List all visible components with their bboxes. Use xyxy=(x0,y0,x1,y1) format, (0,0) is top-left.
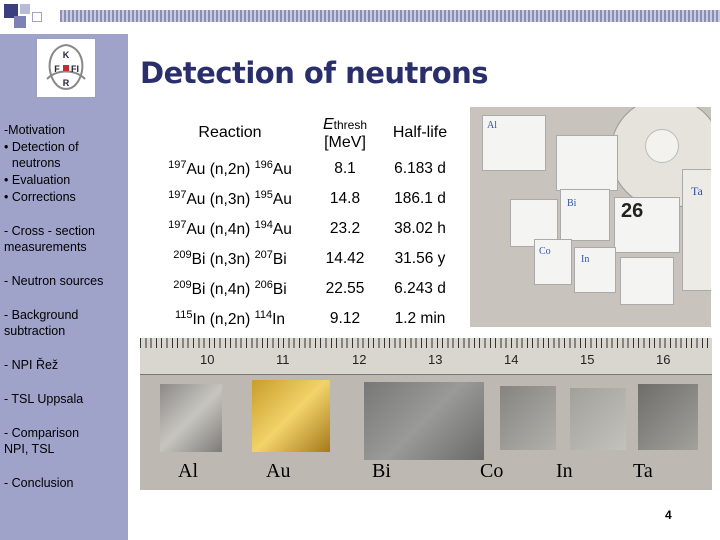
table-row xyxy=(148,214,462,244)
foil-tag-in: In xyxy=(574,247,616,293)
ruler-mark: 12 xyxy=(352,352,367,367)
bullet-icon: • xyxy=(4,190,9,204)
logo-letter-fi: FI xyxy=(71,64,79,74)
sample-label-in: In xyxy=(556,460,573,482)
sidebar-item-npi-rez[interactable]: - NPI Řež xyxy=(4,358,59,372)
logo-letter-k: K xyxy=(62,50,70,60)
sidebar-item-comparison[interactable]: - Comparison NPI, TSL xyxy=(4,426,80,456)
reaction-table xyxy=(148,112,462,334)
sample-label-bi: Bi xyxy=(372,460,391,482)
reaction-cell: $^{197}$Au (n,4n) $^{194}$Au xyxy=(168,219,292,238)
reaction-cell: $^{209}$Bi (n,3n) $^{207}$Bi xyxy=(173,249,287,268)
header-reaction: Reaction xyxy=(198,124,262,141)
sidebar-item-conclusion[interactable]: - Conclusion xyxy=(4,476,74,490)
sidebar-item-background[interactable]: - Background subtraction xyxy=(4,308,79,338)
sample-ruler-photo xyxy=(140,338,712,490)
sample-al xyxy=(160,384,222,452)
deco-square-light xyxy=(20,4,30,14)
halflife-cell: 6.183 d xyxy=(394,160,446,177)
header-stripe xyxy=(60,10,720,22)
foil-tag-al: Al xyxy=(482,115,546,171)
ruler-mark: 13 xyxy=(428,352,443,367)
halflife-cell: 6.243 d xyxy=(394,280,446,297)
reaction-cell: $^{197}$Au (n,3n) $^{195}$Au xyxy=(168,189,292,208)
sidebar-item-cross-section[interactable]: - Cross - section measurements xyxy=(4,224,95,254)
foil-tag-26: 26 xyxy=(614,197,680,253)
sample-bi xyxy=(364,382,484,460)
ethresh-cell: 14.42 xyxy=(325,250,365,267)
ethresh-cell: 9.12 xyxy=(329,310,361,327)
header-halflife: Half-life xyxy=(392,124,448,141)
header-ethresh: Ethresh [MeV] xyxy=(322,115,368,151)
reaction-cell: $^{115}$In (n,2n) $^{114}$In xyxy=(174,309,286,328)
sample-foils-photo xyxy=(470,107,711,327)
sample-ta xyxy=(638,384,698,450)
ruler-mark: 10 xyxy=(200,352,215,367)
halflife-cell: 186.1 d xyxy=(394,190,446,207)
ruler-mark: 11 xyxy=(276,352,290,367)
deco-square-mid xyxy=(14,16,26,28)
reaction-cell: $^{209}$Bi (n,4n) $^{206}$Bi xyxy=(173,279,287,298)
table-row xyxy=(148,154,462,184)
logo-letter-f: F xyxy=(54,64,60,74)
foil-tag-co: Co xyxy=(534,239,572,285)
logo-letter-r: R xyxy=(62,78,70,88)
slide-title: Detection of neutrons xyxy=(140,56,489,90)
sample-co xyxy=(500,386,556,450)
bullet-icon: • xyxy=(4,173,9,187)
halflife-cell: 1.2 min xyxy=(394,310,446,327)
sidebar-item-motivation[interactable]: -Motivation xyxy=(4,123,66,137)
table-row xyxy=(148,184,462,214)
foil-tag-bi: Bi xyxy=(560,189,610,241)
ruler-mark: 16 xyxy=(656,352,671,367)
sample-in xyxy=(570,388,626,450)
sidebar-item-evaluation[interactable]: • Evaluation xyxy=(4,173,71,187)
sample-label-ta: Ta xyxy=(633,460,653,482)
reaction-cell: $^{197}$Au (n,2n) $^{196}$Au xyxy=(168,159,292,178)
sidebar-item-tsl-uppsala[interactable]: - TSL Uppsala xyxy=(4,392,84,406)
ruler-mark: 14 xyxy=(504,352,519,367)
halflife-cell: 31.56 y xyxy=(394,250,446,267)
sidebar-item-detection[interactable]: • Detection of neutrons xyxy=(4,140,79,170)
sample-label-co: Co xyxy=(480,460,504,482)
deco-square-white xyxy=(32,12,42,22)
ethresh-cell: 23.2 xyxy=(329,220,361,237)
ruler-mark: 15 xyxy=(580,352,595,367)
sample-label-au: Au xyxy=(266,460,291,482)
sample-au xyxy=(252,380,330,452)
table-header-row xyxy=(148,112,462,154)
sample-label-al: Al xyxy=(178,460,198,482)
halflife-cell: 38.02 h xyxy=(394,220,446,237)
ruler xyxy=(140,338,712,375)
page-number: 4 xyxy=(665,508,672,522)
ethresh-cell: 22.55 xyxy=(325,280,365,297)
kfnfi-logo xyxy=(36,38,96,98)
ethresh-cell: 14.8 xyxy=(329,190,361,207)
table-row xyxy=(148,304,462,334)
foil-tag-bottom xyxy=(620,257,674,305)
table-row xyxy=(148,244,462,274)
bullet-icon: • xyxy=(4,140,9,154)
sidebar-item-neutron-sources[interactable]: - Neutron sources xyxy=(4,274,104,288)
foil-tag-left-mid xyxy=(556,135,618,191)
foil-tag-ta: Ta xyxy=(682,169,711,291)
sidebar-item-corrections[interactable]: • Corrections xyxy=(4,190,76,204)
ethresh-cell: 8.1 xyxy=(334,160,356,177)
table-row xyxy=(148,274,462,304)
